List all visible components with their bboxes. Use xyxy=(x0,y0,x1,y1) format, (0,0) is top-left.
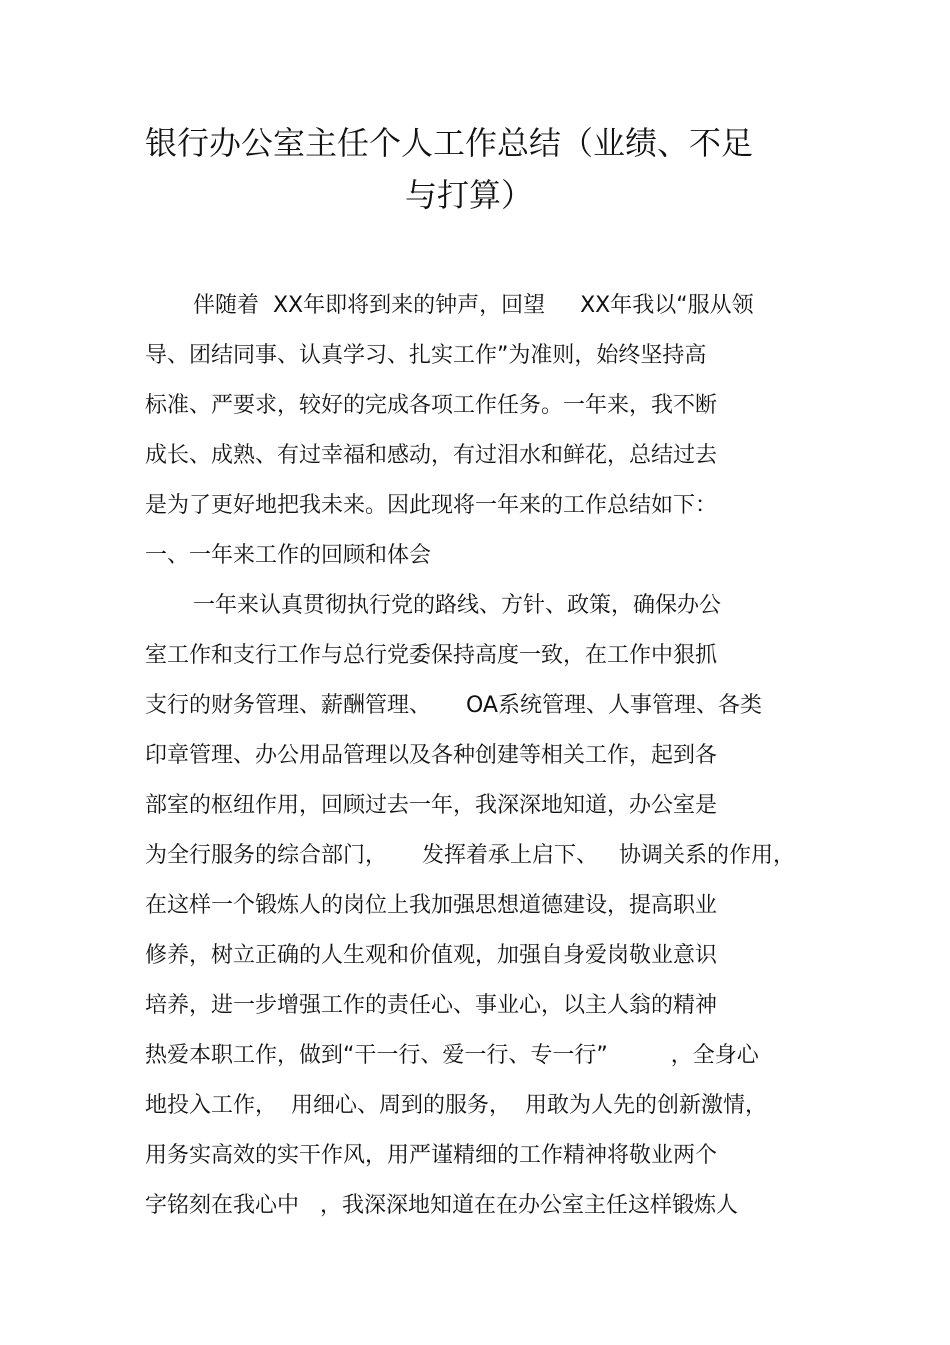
paragraph-line: 支行的财务管理、薪酬管理、 OA系统管理、人事管理、各类 xyxy=(145,693,762,718)
paragraph-line: 地投入工作， 用细心、周到的服务， 用敢为人先的创新激情， xyxy=(145,1093,767,1118)
section-heading: 一、一年来工作的回顾和体会 xyxy=(145,543,432,568)
paragraph-line: 在这样一个锻炼人的岗位上我加强思想道德建设，提高职业 xyxy=(145,893,718,918)
paragraph-line: 导、团结同事、认真学习、扎实工作”为准则，始终坚持高 xyxy=(145,343,707,368)
paragraph-line: 培养，进一步增强工作的责任心、事业心，以主人翁的精神 xyxy=(145,993,718,1018)
paragraph-line: 成长、成熟、有过幸福和感动，有过泪水和鲜花，总结过去 xyxy=(145,443,718,468)
paragraph-line: 一年来认真贯彻执行党的路线、方针、政策，确保办公 xyxy=(193,593,722,618)
paragraph-line: 室工作和支行工作与总行党委保持高度一致，在工作中狠抓 xyxy=(145,643,718,668)
paragraph-line: 印章管理、办公用品管理以及各种创建等相关工作，起到各 xyxy=(145,743,718,768)
paragraph-line: 标准、严要求，较好的完成各项工作任务。一年来，我不断 xyxy=(145,393,718,418)
document-title-line-2: 与打算） xyxy=(405,176,534,214)
paragraph-line: 修养，树立正确的人生观和价值观，加强自身爱岗敬业意识 xyxy=(145,943,718,968)
paragraph-line: 为全行服务的综合部门， 发挥着承上启下、 协调关系的作用， xyxy=(145,843,795,868)
document-title-line-1: 银行办公室主任个人工作总结（业绩、不足 xyxy=(145,124,754,162)
paragraph-line: 用务实高效的实干作风，用严谨精细的工作精神将敬业两个 xyxy=(145,1143,718,1168)
paragraph-line: 热爱本职工作，做到“干一行、爱一行、专一行” ，全身心 xyxy=(145,1043,759,1068)
paragraph-line: 是为了更好地把我未来。因此现将一年来的工作总结如下： xyxy=(145,493,718,518)
paragraph-line: 伴随着 XX年即将到来的钟声，回望 XX年我以“服从领 xyxy=(193,293,754,318)
paragraph-line: 部室的枢纽作用，回顾过去一年，我深深地知道，办公室是 xyxy=(145,793,718,818)
paragraph-line: 字铭刻在我心中 ，我深深地知道在在办公室主任这样锻炼人 xyxy=(145,1193,738,1218)
